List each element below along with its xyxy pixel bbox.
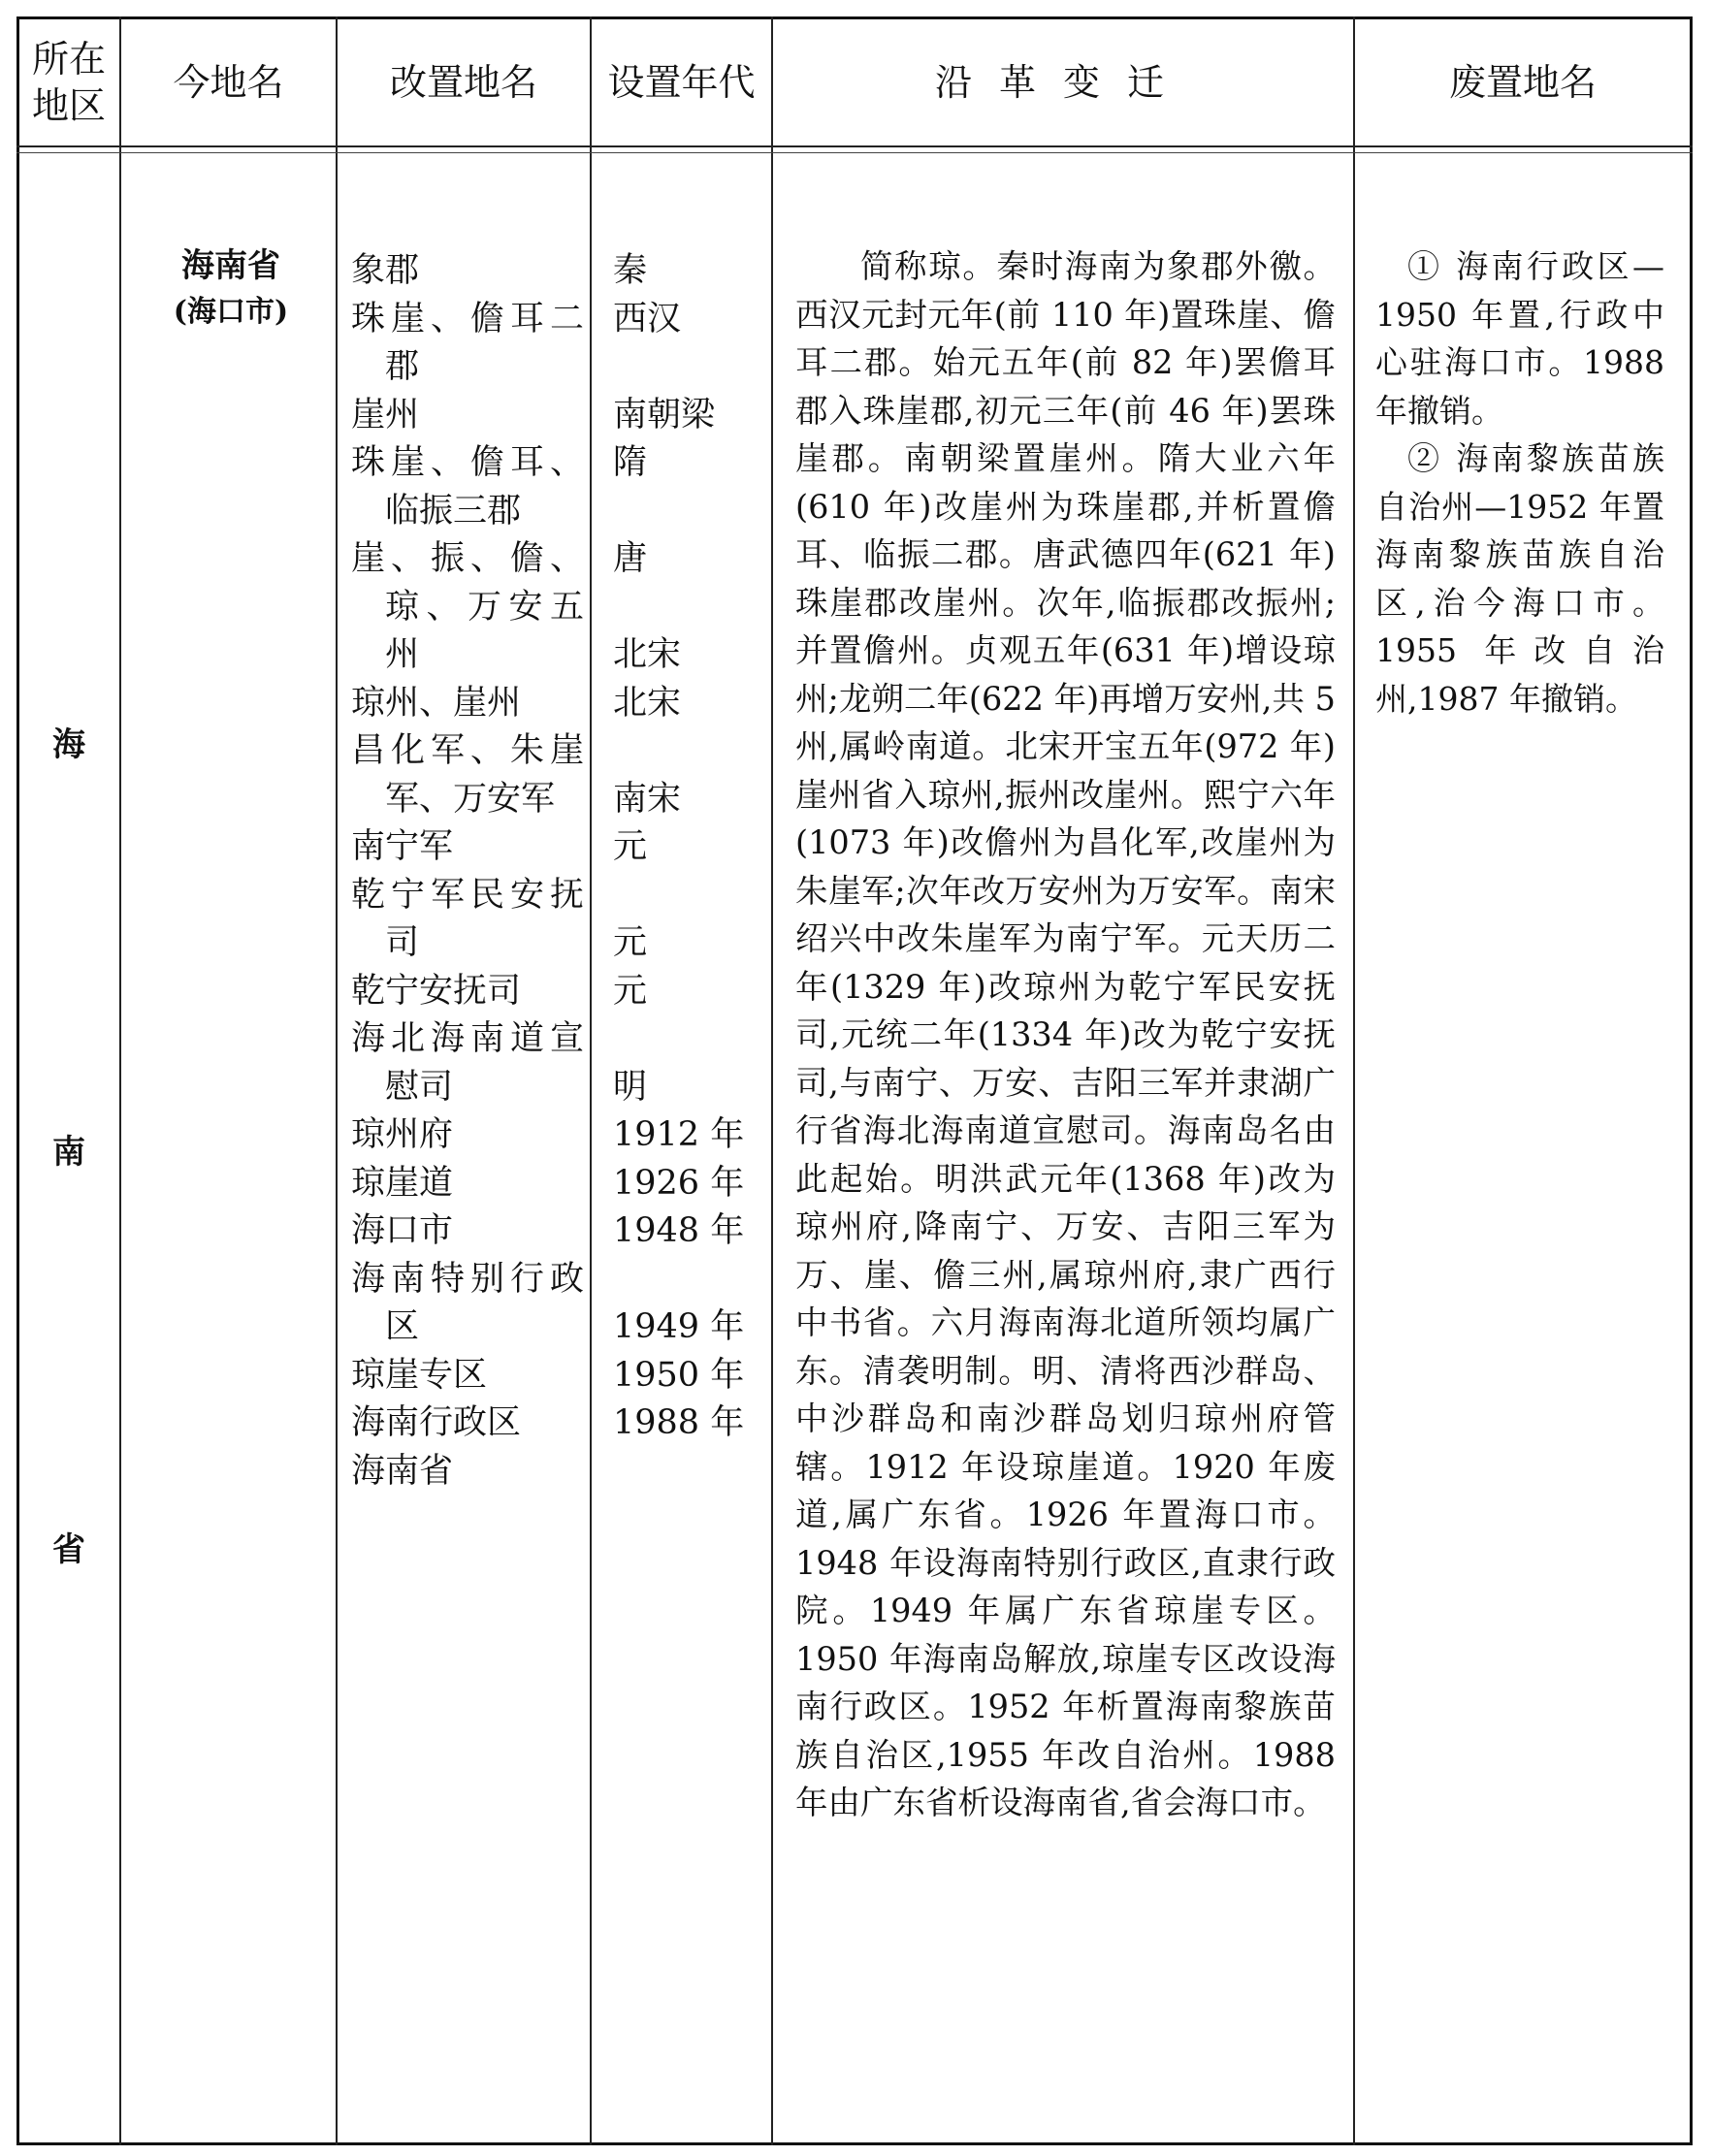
region-char: 省: [52, 1530, 85, 1569]
place-name: 琼崖专区: [351, 1355, 488, 1395]
place-name: 珠崖、儋耳、临振三郡: [351, 443, 584, 531]
place-name: 珠崖、儋耳二郡: [351, 299, 584, 386]
place-name: 乾宁安抚司: [351, 971, 522, 1011]
era-entry: [613, 727, 759, 776]
header-modern-name: 今地名: [173, 60, 284, 104]
place-name-list: [351, 247, 584, 1496]
abolished-entry: ② 海南黎族苗族自治州—1952 年置海南黎族苗族自治区,治今海口市。1955 年改自治州,1987 年撤销。: [1375, 439, 1664, 718]
history-text: 简称琼。秦时海南为象郡外徼。西汉元封元年(前 110 年)置珠崖、儋耳二郡。始元五年(前 82 年)罢儋耳郡入珠崖郡,初元三年(前 46 年)罢珠崖郡。南朝梁置崖州。隋大业六年(610 年)改崖州为珠崖郡,并析置儋耳、临振二郡。唐武德四年(621 年)珠崖郡改崖州。次年,临振郡改振州;并置儋州。贞观五年(631 年)增设琼州;龙朔二年(622 年)再增万安州,共 5 州,属岭南道。北宋开宝五年(972 年)崖州省入琼州,振州改崖州。熙宁六年(1073 年)改儋州为昌化军,改崖州为朱崖军;次年改万安州为万安军。南宋绍兴中改朱崖军为南宁军。元天历二年(1329 年)改琼州为乾宁军民安抚司,元统二年(1334 年)改为乾宁安抚司,与南宁、万安、吉阳三军并隶湖广行省海北海南道宣慰司。海南岛名由此起始。明洪武元年(1368 年)改为琼州府,降南宁、万安、吉阳三军为万、崖、儋三州,属琼州府,隶广西行中书省。六月海南海北道所领均属广东。清袭明制。明、清将西沙群岛、中沙群岛和南沙群岛划归琼州府管辖。1912 年设琼崖道。1920 年废道,属广东省。1926 年置海口市。1948 年设海南特别行政区,直隶行政院。1949 年属广东省琼崖专区。1950 年海南岛解放,琼崖专区改设海南行政区。1952 年析置海南黎族苗族自治区,1955 年改自治州。1988 年由广东省析设海南省,省会海口市。: [795, 247, 1336, 1821]
region-char: 海: [52, 725, 85, 764]
header-era: 设置年代: [607, 60, 756, 104]
place-name: 海北海南道宣慰司: [351, 1019, 584, 1107]
abolished-entry: ① 海南行政区—1950 年置,行政中心驻海口市。1988 年撤销。: [1375, 247, 1664, 430]
era-entry: [613, 872, 759, 920]
column-divider: [119, 16, 121, 2145]
place-name: 琼州府: [351, 1115, 454, 1154]
place-name: 昌化军、朱崖军、万安军: [351, 731, 584, 819]
header-region: [16, 16, 121, 147]
place-name: 崖州: [351, 395, 420, 434]
era-entry: 隋: [613, 443, 648, 482]
abolished-cell: [1375, 242, 1664, 723]
era-entry: 1926 年: [613, 1163, 745, 1203]
header-divider-secondary: [16, 152, 1693, 153]
header-region-line2: 地区: [31, 83, 106, 127]
place-name: 南宁军: [351, 827, 454, 866]
place-name: 崖、振、儋、琼、万安五州: [351, 539, 584, 674]
place-name: 海南行政区: [351, 1403, 522, 1442]
header-changed-name: 改置地名: [389, 60, 537, 104]
modern-name: 海南省: [181, 246, 280, 285]
era-entry: 秦: [613, 251, 648, 290]
place-name: 象郡: [351, 251, 420, 290]
era-entry: [613, 343, 759, 392]
place-name: 海口市: [351, 1211, 454, 1250]
column-divider: [771, 16, 773, 2145]
era-entry: 唐: [613, 539, 648, 578]
modern-name-cell: [129, 242, 333, 336]
column-divider: [1353, 16, 1355, 2145]
era-entry: 北宋: [613, 635, 682, 674]
place-name: 海南特别行政区: [351, 1259, 584, 1346]
header-region-line1: 所在: [31, 37, 106, 80]
era-entry: 北宋: [613, 683, 682, 723]
era-entry: 1948 年: [613, 1211, 745, 1250]
era-list: [613, 247, 759, 1448]
place-name: 乾宁军民安抚司: [351, 875, 584, 962]
era-entry: 元: [613, 923, 648, 962]
era-entry: [613, 584, 759, 632]
column-divider: [336, 16, 338, 2145]
era-entry: 南朝梁: [613, 395, 716, 434]
place-name: 琼崖道: [351, 1163, 454, 1203]
era-entry: 1912 年: [613, 1115, 745, 1154]
era-entry: 南宋: [613, 779, 682, 819]
era-entry: 元: [613, 971, 648, 1011]
era-entry: 西汉: [613, 299, 682, 338]
header-abolished: 废置地名: [1448, 60, 1597, 104]
era-entry: 明: [613, 1067, 648, 1107]
column-divider: [590, 16, 592, 2145]
region-char: 南: [52, 1133, 85, 1172]
place-name: 海南省: [351, 1451, 454, 1491]
place-name: 琼州、崖州: [351, 683, 522, 723]
era-entry: [613, 1015, 759, 1064]
era-entry: 1950 年: [613, 1355, 745, 1395]
era-entry: 1988 年: [613, 1403, 745, 1442]
modern-capital: (海口市): [173, 295, 289, 329]
header-history: 沿革变迁: [934, 60, 1191, 104]
era-entry: [613, 1256, 759, 1304]
era-entry: [613, 488, 759, 536]
era-entry: 1949 年: [613, 1307, 745, 1346]
era-entry: 元: [613, 827, 648, 866]
